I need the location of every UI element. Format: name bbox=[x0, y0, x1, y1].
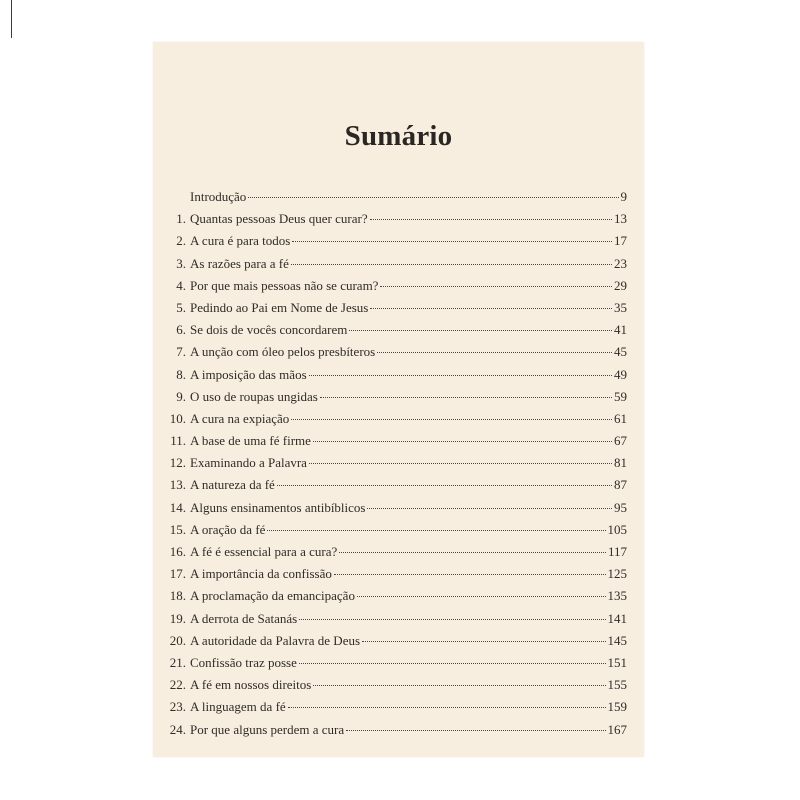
toc-entry-number: 20. bbox=[169, 632, 186, 648]
page-title: Sumário bbox=[344, 120, 453, 152]
toc-entry bbox=[165, 278, 627, 300]
toc-entry-number: 13. bbox=[169, 477, 186, 493]
toc-entry bbox=[165, 455, 627, 477]
dot-leader bbox=[309, 375, 612, 376]
toc-entry-title: Alguns ensinamentos antibíblicos bbox=[190, 499, 366, 515]
toc-entry-title: O uso de roupas ungidas bbox=[190, 388, 318, 404]
toc-entry-number: 6. bbox=[176, 322, 186, 338]
toc-entry-title: A oração da fé bbox=[190, 521, 266, 537]
toc-entry bbox=[165, 477, 627, 499]
toc-entry-page: 41 bbox=[614, 322, 627, 338]
toc-entry-number: 12. bbox=[169, 455, 186, 471]
toc-entry-page: 35 bbox=[614, 299, 627, 315]
dot-leader bbox=[370, 219, 612, 220]
toc-entry-title: Examinando a Palavra bbox=[190, 455, 307, 471]
toc-entry bbox=[165, 655, 627, 677]
toc-entry-title: A proclamação da emancipação bbox=[190, 588, 355, 604]
dot-leader bbox=[370, 308, 612, 309]
toc-entry bbox=[165, 544, 627, 566]
dot-leader bbox=[291, 419, 612, 420]
toc-entry-page: 45 bbox=[614, 344, 627, 360]
toc-entry-number: 22. bbox=[169, 677, 186, 693]
dot-leader bbox=[362, 641, 605, 642]
toc-entry bbox=[165, 411, 627, 433]
toc-entry-number: 4. bbox=[176, 277, 186, 293]
toc-entry-page: 9 bbox=[620, 189, 627, 204]
dot-leader bbox=[267, 530, 605, 531]
toc-entry-page: 167 bbox=[607, 721, 627, 737]
toc-entry bbox=[165, 233, 627, 255]
toc-entry-title: As razões para a fé bbox=[190, 255, 289, 271]
toc-entry-title: A cura na expiação bbox=[190, 410, 290, 426]
toc-entry-title: A derrota de Satanás bbox=[190, 610, 298, 626]
toc-entry-title: A fé em nossos direitos bbox=[190, 677, 312, 693]
toc-entry-page: 23 bbox=[614, 255, 627, 271]
book-page bbox=[153, 42, 644, 757]
toc-entry-number: 2. bbox=[176, 233, 186, 249]
toc-entry-number: 15. bbox=[169, 521, 186, 537]
toc-entry-page: 117 bbox=[607, 544, 627, 559]
toc-entry-page: 95 bbox=[614, 499, 627, 515]
toc-entry bbox=[165, 699, 627, 721]
dot-leader bbox=[357, 596, 606, 597]
toc-entry-page: 59 bbox=[614, 388, 627, 404]
dot-leader bbox=[288, 707, 606, 708]
toc-entry-page: 49 bbox=[614, 366, 627, 382]
toc-entry-title: A natureza da fé bbox=[190, 477, 275, 493]
corner-mark bbox=[0, 0, 12, 38]
toc-entry-page: 61 bbox=[614, 410, 627, 426]
toc-entry-page: 145 bbox=[607, 632, 627, 648]
dot-leader bbox=[339, 552, 606, 553]
dot-leader bbox=[309, 463, 612, 464]
dot-leader bbox=[313, 441, 612, 442]
toc-entry-number: 18. bbox=[169, 588, 186, 604]
toc-entry bbox=[165, 611, 627, 633]
toc-entry-title: Por que alguns perdem a cura bbox=[190, 721, 345, 737]
toc-entry-title: Introdução bbox=[190, 189, 247, 204]
dot-leader bbox=[334, 574, 606, 575]
dot-leader bbox=[377, 352, 612, 353]
toc-entry-number: 24. bbox=[169, 721, 186, 737]
toc-entry-title: A unção com óleo pelos presbíteros bbox=[190, 344, 376, 360]
toc-entry-title: Confissão traz posse bbox=[190, 654, 297, 670]
dot-leader bbox=[320, 397, 612, 398]
dot-leader bbox=[291, 264, 612, 265]
toc-entry bbox=[165, 433, 627, 455]
toc-entry-title: Se dois de vocês concordarem bbox=[190, 322, 348, 338]
toc-entry-page: 125 bbox=[607, 566, 627, 582]
toc-entry-number: 21. bbox=[169, 654, 186, 670]
toc-entry-page: 29 bbox=[614, 277, 627, 293]
toc-entry-page: 159 bbox=[607, 699, 627, 715]
toc-entry-number: 11. bbox=[170, 433, 186, 449]
toc-entry bbox=[165, 722, 627, 744]
toc-entry-number: 19. bbox=[169, 610, 186, 626]
toc-entry-number: 3. bbox=[176, 255, 186, 271]
toc-entry bbox=[165, 367, 627, 389]
toc-entry bbox=[165, 189, 627, 211]
toc-entry bbox=[165, 566, 627, 588]
toc-entry-number: 9. bbox=[176, 388, 186, 404]
toc-entry-number: 1. bbox=[176, 211, 186, 227]
dot-leader bbox=[367, 508, 612, 509]
toc-entry-number: 17. bbox=[169, 566, 186, 582]
toc-entry-title: Pedindo ao Pai em Nome de Jesus bbox=[190, 299, 369, 315]
toc-entry-page: 155 bbox=[607, 677, 627, 693]
toc-entry-number: 8. bbox=[176, 366, 186, 382]
toc-entry bbox=[165, 389, 627, 411]
dot-leader bbox=[299, 619, 605, 620]
toc-entry-number: 14. bbox=[169, 499, 186, 515]
toc-entry bbox=[165, 522, 627, 544]
dot-leader bbox=[346, 730, 605, 731]
toc-entry-page: 105 bbox=[607, 521, 627, 537]
toc-entry-title: A autoridade da Palavra de Deus bbox=[190, 632, 361, 648]
toc-entry bbox=[165, 211, 627, 233]
dot-leader bbox=[277, 485, 612, 486]
toc-entry-title: A cura é para todos bbox=[190, 233, 291, 249]
toc-entry-page: 13 bbox=[614, 211, 627, 227]
toc-entry-page: 87 bbox=[614, 477, 627, 493]
toc-entry-page: 141 bbox=[607, 610, 627, 626]
toc-entry-number: 10. bbox=[169, 410, 186, 426]
dot-leader bbox=[380, 286, 612, 287]
toc-entry-title: A importância da confissão bbox=[190, 566, 332, 582]
dot-leader bbox=[349, 330, 612, 331]
toc-entry-number: 23. bbox=[169, 699, 186, 715]
toc-entry-title: A fé é essencial para a cura? bbox=[190, 544, 338, 559]
toc-entry-page: 81 bbox=[614, 455, 627, 471]
toc-entry-page: 17 bbox=[614, 233, 627, 249]
toc-entry bbox=[165, 633, 627, 655]
toc-entry-number: 5. bbox=[176, 299, 186, 315]
table-of-contents bbox=[165, 189, 627, 744]
toc-entry-page: 67 bbox=[614, 433, 627, 449]
dot-leader bbox=[299, 663, 606, 664]
toc-entry bbox=[165, 322, 627, 344]
toc-entry bbox=[165, 588, 627, 610]
toc-entry bbox=[165, 677, 627, 699]
dot-leader bbox=[292, 241, 612, 242]
toc-entry-title: A imposição das mãos bbox=[190, 366, 307, 382]
toc-entry-number: 16. bbox=[169, 544, 186, 559]
dot-leader bbox=[313, 685, 605, 686]
toc-entry bbox=[165, 344, 627, 366]
toc-entry-title: Quantas pessoas Deus quer curar? bbox=[190, 211, 368, 227]
toc-entry-title: Por que mais pessoas não se curam? bbox=[190, 277, 379, 293]
toc-entry-title: A linguagem da fé bbox=[190, 699, 286, 715]
dot-leader bbox=[248, 197, 618, 198]
toc-entry bbox=[165, 256, 627, 278]
toc-entry bbox=[165, 300, 627, 322]
toc-entry-number: 7. bbox=[176, 344, 186, 360]
toc-entry bbox=[165, 500, 627, 522]
toc-entry-title: A base de uma fé firme bbox=[190, 433, 311, 449]
toc-entry-page: 135 bbox=[607, 588, 627, 604]
toc-entry-page: 151 bbox=[607, 654, 627, 670]
